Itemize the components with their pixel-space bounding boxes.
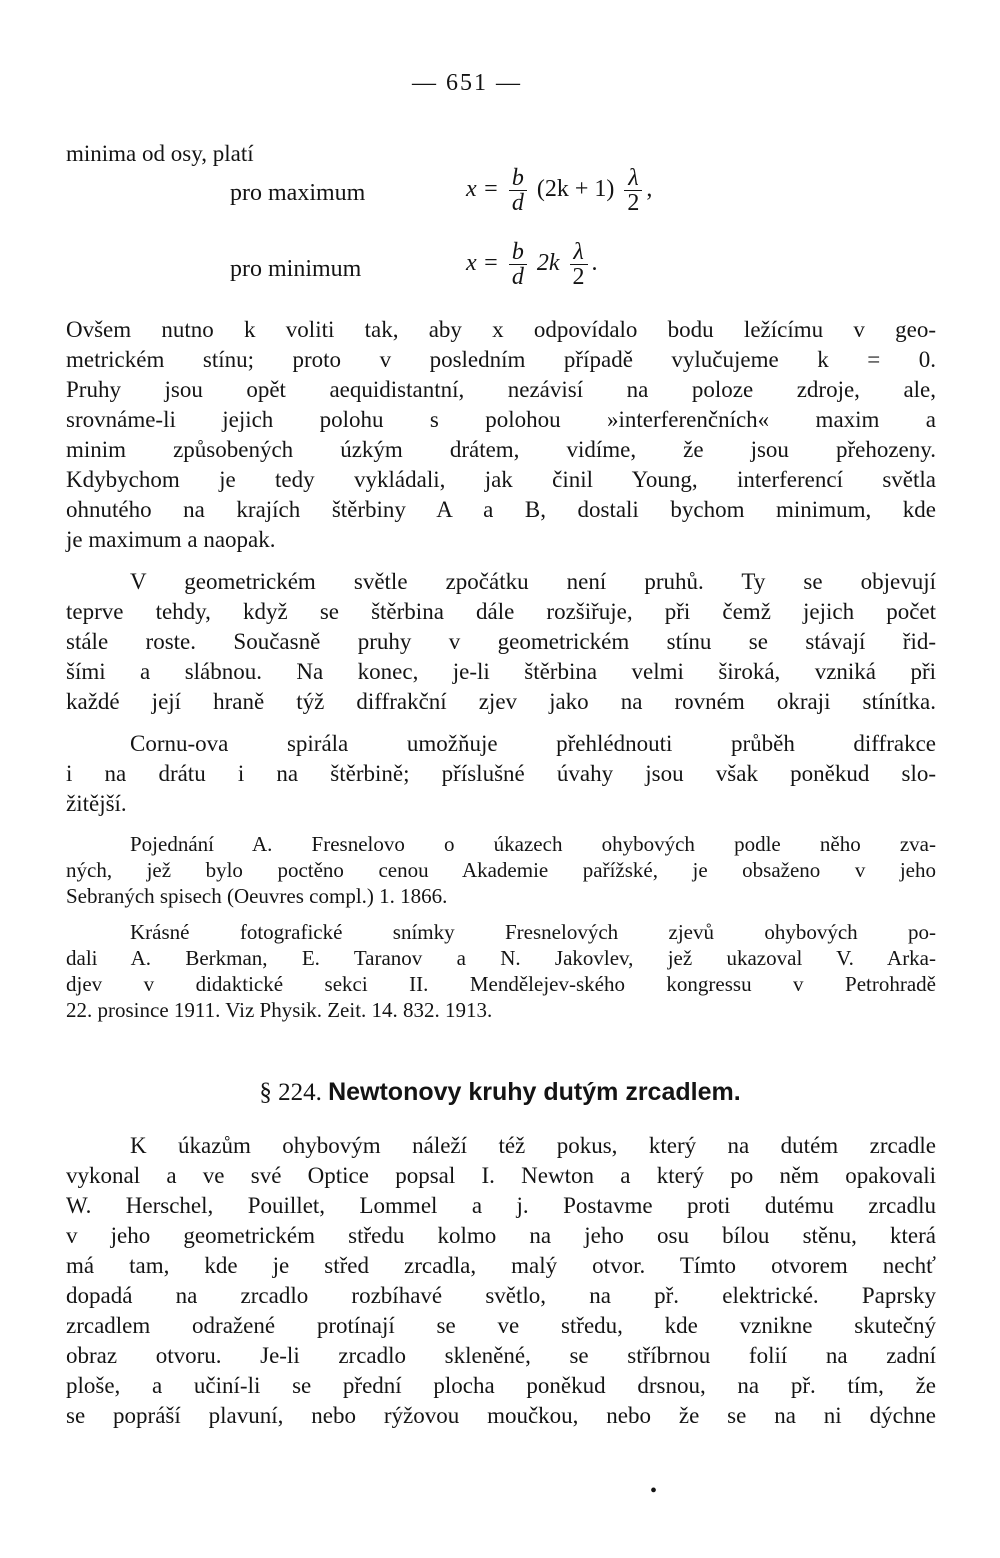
formula-max (466, 166, 652, 215)
formula-min-frac1 (509, 240, 527, 289)
frac-num: b (509, 240, 527, 265)
para1-line: minim způsobených úzkým drátem, vidíme, že jsou přehozeny. (66, 437, 936, 462)
note1-line: Sebraných spisech (Oeuvres compl.) 1. 1866. (66, 884, 448, 908)
formula-max-middle: (2k + 1) (536, 176, 615, 203)
para4-line: má tam, kde je střed zrcadla, malý otvor. Tímto otvorem nechť (66, 1253, 936, 1278)
section-heading (0, 1078, 1000, 1107)
intro-line: minima od osy, platí (66, 141, 254, 166)
frac-num: λ (624, 166, 642, 191)
para4-line: K úkazům ohybovým náleží též pokus, který na dutém zrcadle (130, 1133, 936, 1158)
formula-max-end: , (646, 176, 653, 203)
note2-line: 22. prosince 1911. Viz Physik. Zeit. 14. 832. 1913. (66, 998, 493, 1022)
para3-line: i na drátu i na štěrbině; příslušné úvahy jsou však poněkud slo- (66, 761, 936, 786)
note2-line: dali A. Berkman, E. Taranov a N. Jakovlev, jež ukazoval V. Arka- (66, 946, 936, 970)
para4-line: v jeho geometrickém středu kolmo na jeho osu bílou stěnu, která (66, 1223, 936, 1248)
bottom-mark: • (650, 1480, 658, 1502)
para1-line: metrickém stínu; proto v posledním případě vylučujeme k = 0. (66, 347, 936, 372)
section-number: § 224. (259, 1079, 322, 1106)
para3-line: žitější. (66, 791, 127, 816)
formula-max-frac1 (509, 166, 527, 215)
frac-num: λ (570, 240, 588, 265)
para2-line: stále roste. Současně pruhy v geometrickém stínu se stávají řid- (66, 629, 936, 654)
formula-max-lhs: x = (466, 176, 499, 203)
para1-line: Ovšem nutno k voliti tak, aby x odpovídalo bodu ležícímu v geo- (66, 317, 936, 342)
frac-num: b (509, 166, 527, 191)
para2-line: teprve tehdy, když se štěrbina dále rozšiřuje, při čemž jejich počet (66, 599, 936, 624)
section-title: Newtonovy kruhy dutým zrcadlem. (328, 1078, 741, 1106)
para1-line: srovnáme-li jejich polohu s polohou »interferenčních« maxim a (66, 407, 936, 432)
formula-min-middle: 2k (536, 250, 560, 277)
formula-min-label: pro minimum (230, 256, 362, 282)
para4-line: vykonal a ve své Optice popsal I. Newton a který po něm opakovali (66, 1163, 936, 1188)
para4-line: zrcadlem odražené protínají se ve středu, kde vznikne skutečný (66, 1313, 936, 1338)
frac-den: 2 (572, 264, 585, 290)
para4-line: ploše, a učiní-li se přední plocha poněkud drsnou, na př. tím, že (66, 1373, 936, 1398)
para4-line: dopadá na zrcadlo rozbíhavé světlo, na př. elektrické. Paprsky (66, 1283, 936, 1308)
formula-min-end: . (591, 250, 598, 277)
note1-line: ných, jež bylo poctěno cenou Akademie pařížské, je obsaženo v jeho (66, 858, 936, 882)
para1-line: je maximum a naopak. (66, 527, 276, 552)
para2-line: V geometrickém světle zpočátku není pruhů. Ty se objevují (130, 569, 936, 594)
formula-min-lhs: x = (466, 250, 499, 277)
para3-line: Cornu-ova spirála umožňuje přehlédnouti průběh diffrakce (130, 731, 936, 756)
formula-min (466, 240, 598, 289)
formula-min-frac2 (570, 240, 588, 289)
page-number: — 651 — (412, 70, 522, 96)
frac-den: 2 (627, 190, 640, 216)
frac-den: d (511, 264, 524, 290)
formula-max-label: pro maximum (230, 180, 366, 206)
frac-den: d (511, 190, 524, 216)
para1-line: ohnutého na krajích štěrbiny A a B, dostali bychom minimum, kde (66, 497, 936, 522)
para4-line: obraz otvoru. Je-li zrcadlo skleněné, se stříbrnou folií na zadní (66, 1343, 936, 1368)
note2-line: Krásné fotografické snímky Fresnelových zjevů ohybových po- (130, 920, 936, 944)
note2-line: djev v didaktické sekci II. Mendělejev-ského kongressu v Petrohradě (66, 972, 936, 996)
note1-line: Pojednání A. Fresnelovo o úkazech ohybových podle něho zva- (130, 832, 936, 856)
para4-line: se popráší plavuní, nebo rýžovou moučkou, nebo že se na ni dýchne (66, 1403, 936, 1428)
para2-line: šími a slábnou. Na konec, je-li štěrbina velmi široká, vzniká při (66, 659, 936, 684)
para1-line: Pruhy jsou opět aequidistantní, nezávisí na poloze zdroje, ale, (66, 377, 936, 402)
para1-line: Kdybychom je tedy vykládali, jak činil Young, interferencí světla (66, 467, 936, 492)
para2-line: každé její hraně týž diffrakční zjev jako na rovném okraji stínítka. (66, 689, 936, 714)
formula-max-frac2 (624, 166, 642, 215)
para4-line: W. Herschel, Pouillet, Lommel a j. Postavme proti dutému zrcadlu (66, 1193, 936, 1218)
